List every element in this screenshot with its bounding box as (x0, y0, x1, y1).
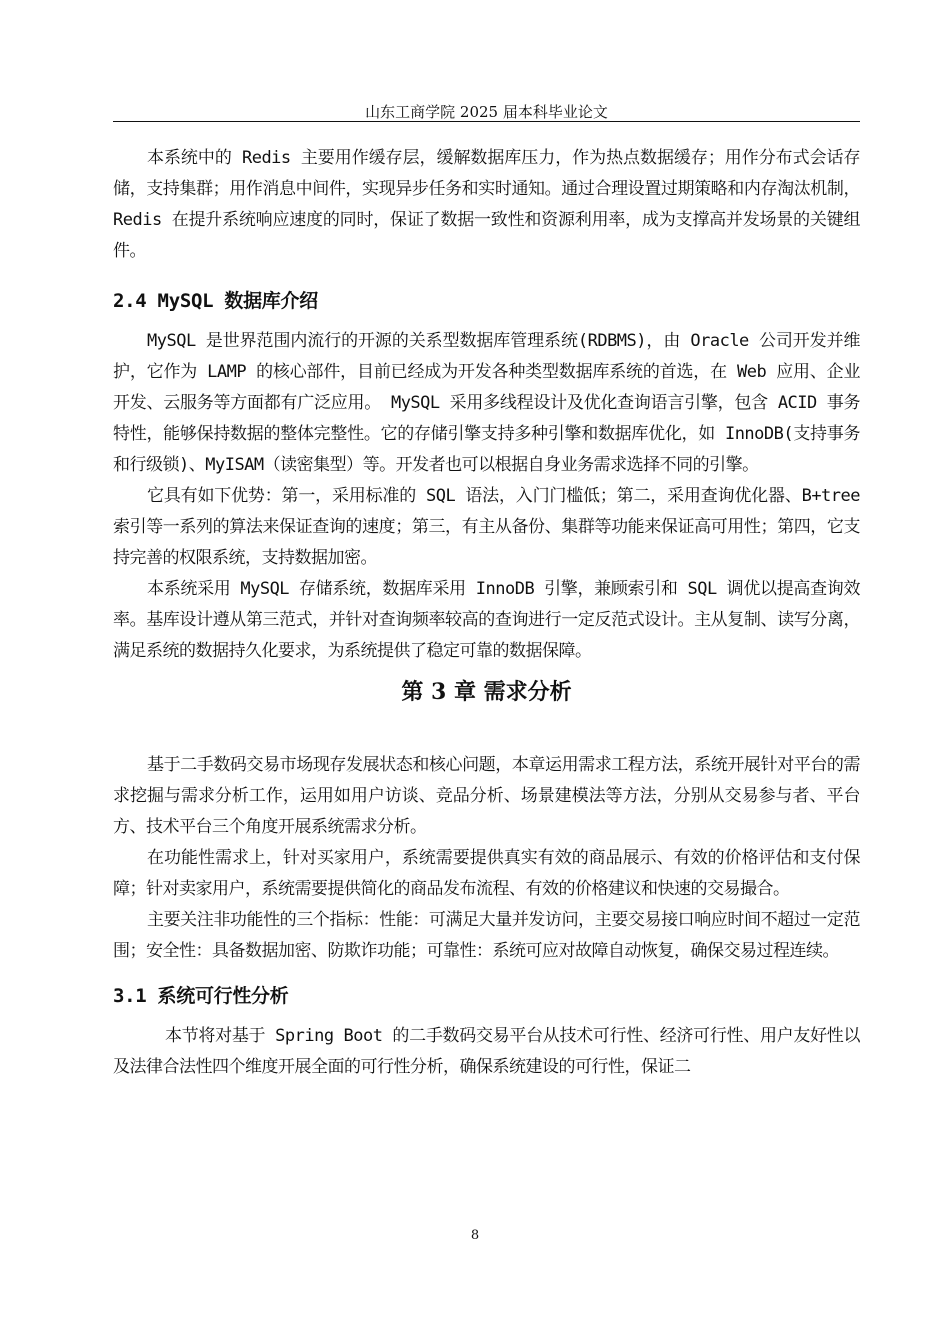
page-number: 8 (470, 1228, 480, 1243)
paragraph-redis-usage: 本系统中的 Redis 主要用作缓存层，缓解数据库压力，作为热点数据缓存；用作分布式会话存储，支持集群；用作消息中间件，实现异步任务和实时通知。通过合理设置过期策略和内存淘汰机制，Redis 在提升系统响应速度的同时，保证了数据一致性和资源利用率，成为支撑高并发场景的关键组件。 (113, 148, 860, 261)
paragraph-nonfunctional-requirements: 主要关注非功能性的三个指标：性能：可满足大量并发访问，主要交易接口响应时间不超过一定范围；安全性：具备数据加密、防欺诈功能；可靠性：系统可应对故障自动恢复，确保交易过程连续。 (113, 910, 860, 961)
page-body (113, 143, 860, 1083)
section-heading-3-1: 3.1 系统可行性分析 (113, 985, 289, 1007)
paragraph-mysql-intro: MySQL 是世界范围内流行的开源的关系型数据库管理系统(RDBMS)，由 Oracle 公司开发并维护，它作为 LAMP 的核心部件，目前已经成为开发各种类型数据库系统的首选，在 Web 应用、企业开发、云服务等方面都有广泛应用。 MySQL 采用多线程设计及优化查询语言引擎，包含 ACID 事务特性，能够保持数据的整体完整性。它的存储引擎支持多种引擎和数据库优化，如 InnoDB(支持事务和行级锁)、MyISAM（读密集型）等。开发者也可以根据自身业务需求选择不同的引擎。 (113, 331, 860, 475)
paragraph-requirements-intro: 基于二手数码交易市场现存发展状态和核心问题，本章运用需求工程方法，系统开展针对平台的需求挖掘与需求分析工作，运用如用户访谈、竞品分析、场景建模法等方法，分别从交易参与者、平台方、技术平台三个角度开展系统需求分析。 (113, 755, 860, 837)
paragraph-functional-requirements: 在功能性需求上，针对买家用户，系统需要提供真实有效的商品展示、有效的价格评估和支付保障；针对卖家用户，系统需要提供简化的商品发布流程、有效的价格建议和快速的交易撮合。 (113, 848, 860, 899)
header-rule (113, 121, 860, 122)
chapter-heading-3: 第 3 章 需求分析 (401, 679, 572, 705)
paragraph-mysql-advantages: 它具有如下优势：第一，采用标准的 SQL 语法，入门门槛低；第二，采用查询优化器、B+tree 索引等一系列的算法来保证查询的速度；第三，有主从备份、集群等功能来保证高可用性；第四，它支持完善的权限系统，支持数据加密。 (113, 486, 860, 568)
section-heading-2-4: 2.4 MySQL 数据库介绍 (113, 290, 318, 312)
running-header: 山东工商学院 2025 届本科毕业论文 (365, 103, 608, 121)
paragraph-mysql-usage: 本系统采用 MySQL 存储系统，数据库采用 InnoDB 引擎，兼顾索引和 SQL 调优以提高查询效率。基库设计遵从第三范式，并针对查询频率较高的查询进行一定反范式设计。主从复制、读写分离，满足系统的数据持久化要求，为系统提供了稳定可靠的数据保障。 (113, 579, 860, 661)
paragraph-feasibility-intro: 本节将对基于 Spring Boot 的二手数码交易平台从技术可行性、经济可行性、用户友好性以及法律合法性四个维度开展全面的可行性分析，确保系统建设的可行性，保证二 (113, 1026, 860, 1077)
